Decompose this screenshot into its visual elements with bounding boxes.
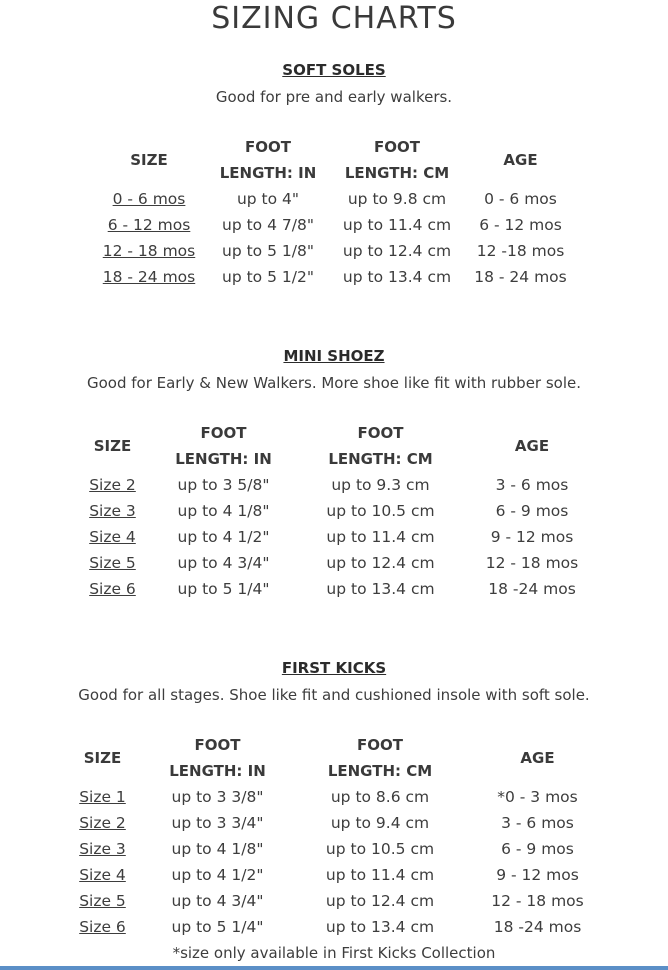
foot-length-in: up to 5 1/4" (177, 580, 270, 598)
header-age: AGE (520, 749, 555, 767)
foot-length-in: up to 5 1/4" (171, 918, 264, 936)
foot-length-cm: up to 12.4 cm (342, 242, 452, 260)
header-length-cm: LENGTH: CM (327, 762, 433, 780)
age-range: 3 - 6 mos (501, 814, 574, 832)
size-link[interactable]: Size 6 (79, 918, 126, 936)
age-range: 0 - 6 mos (484, 190, 557, 208)
size-link[interactable]: Size 5 (79, 892, 126, 910)
table-row (65, 862, 610, 888)
header-foot-cm: FOOT (357, 424, 404, 442)
foot-length-cm: up to 13.4 cm (342, 268, 452, 286)
age-range: 9 - 12 mos (490, 528, 574, 546)
size-link[interactable]: Size 3 (89, 502, 136, 520)
age-range: 12 - 18 mos (491, 892, 584, 910)
foot-length-in: up to 4 3/4" (177, 554, 270, 572)
header-length-in: LENGTH: IN (169, 762, 266, 780)
section-title: MINI SHOEZ (283, 347, 385, 365)
foot-length-in: up to 3 3/8" (171, 788, 264, 806)
table-row (65, 810, 610, 836)
table-row (75, 524, 600, 550)
header-age: AGE (514, 437, 550, 455)
size-link[interactable]: Size 4 (89, 528, 136, 546)
foot-length-cm: up to 12.4 cm (326, 554, 435, 572)
foot-length-cm: up to 8.6 cm (330, 788, 430, 806)
age-range: 6 - 12 mos (479, 216, 562, 234)
size-link[interactable]: 18 - 24 mos (102, 268, 196, 286)
header-size: SIZE (93, 437, 132, 455)
foot-length-in: up to 3 3/4" (171, 814, 264, 832)
age-range: 6 - 9 mos (501, 840, 574, 858)
table-row (65, 784, 610, 810)
header-foot-cm: FOOT (374, 138, 420, 156)
foot-length-cm: up to 13.4 cm (325, 918, 435, 936)
size-link[interactable]: 0 - 6 mos (112, 190, 186, 208)
size-link[interactable]: Size 4 (79, 866, 126, 884)
table-row (65, 888, 610, 914)
table-row (100, 212, 585, 238)
table-row (100, 186, 585, 212)
table-row (100, 238, 585, 264)
foot-length-in: up to 4 1/2" (171, 866, 264, 884)
age-range: 18 - 24 mos (474, 268, 567, 286)
header-length-cm: LENGTH: CM (344, 164, 450, 182)
foot-length-cm: up to 11.4 cm (342, 216, 452, 234)
age-range: 18 -24 mos (493, 918, 582, 936)
first-kicks-table (65, 732, 610, 940)
section-subtitle: Good for pre and early walkers. (215, 88, 453, 106)
size-link[interactable]: Size 1 (79, 788, 126, 806)
header-foot-cm: FOOT (357, 736, 403, 754)
age-range: 3 - 6 mos (495, 476, 569, 494)
header-foot-in: FOOT (194, 736, 241, 754)
size-link[interactable]: Size 6 (89, 580, 136, 598)
foot-length-in: up to 5 1/2" (222, 268, 314, 286)
header-foot-in: FOOT (200, 424, 247, 442)
header-length-cm: LENGTH: CM (328, 450, 433, 468)
age-range: 12 - 18 mos (485, 554, 579, 572)
size-link[interactable]: Size 5 (89, 554, 136, 572)
foot-length-in: up to 4 1/8" (177, 502, 270, 520)
size-link[interactable]: Size 2 (79, 814, 126, 832)
foot-length-cm: up to 13.4 cm (326, 580, 435, 598)
table-row (75, 498, 600, 524)
section-subtitle: Good for Early & New Walkers. More shoe like fit with rubber sole. (86, 374, 582, 392)
foot-length-cm: up to 11.4 cm (325, 866, 435, 884)
foot-length-cm: up to 10.5 cm (326, 502, 435, 520)
table-row (65, 836, 610, 862)
header-foot-in: FOOT (245, 138, 291, 156)
table-row (75, 472, 600, 498)
size-link[interactable]: Size 2 (89, 476, 136, 494)
foot-length-in: up to 5 1/8" (222, 242, 314, 260)
age-range: 18 -24 mos (488, 580, 576, 598)
size-link[interactable]: Size 3 (79, 840, 126, 858)
size-link[interactable]: 12 - 18 mos (102, 242, 196, 260)
table-row (65, 914, 610, 940)
foot-length-in: up to 4 1/8" (171, 840, 264, 858)
foot-length-in: up to 4 3/4" (171, 892, 264, 910)
foot-length-cm: up to 9.4 cm (330, 814, 430, 832)
foot-length-in: up to 4 7/8" (222, 216, 314, 234)
foot-length-cm: up to 11.4 cm (326, 528, 435, 546)
header-length-in: LENGTH: IN (219, 164, 317, 182)
section-title: FIRST KICKS (281, 659, 387, 677)
footnote: *size only available in First Kicks Collection (172, 944, 496, 962)
header-length-in: LENGTH: IN (175, 450, 272, 468)
table-row (75, 550, 600, 576)
mini-shoez-table (75, 420, 600, 602)
age-range: *0 - 3 mos (497, 788, 578, 806)
page-title: SIZING CHARTS (211, 1, 457, 36)
foot-length-cm: up to 9.8 cm (347, 190, 447, 208)
foot-length-in: up to 3 5/8" (177, 476, 270, 494)
foot-length-cm: up to 9.3 cm (331, 476, 430, 494)
age-range: 12 -18 mos (476, 242, 565, 260)
header-size: SIZE (83, 749, 122, 767)
foot-length-in: up to 4 1/2" (177, 528, 270, 546)
section-subtitle: Good for all stages. Shoe like fit and cushioned insole with soft sole. (78, 686, 590, 704)
age-range: 9 - 12 mos (496, 866, 579, 884)
foot-length-cm: up to 10.5 cm (325, 840, 435, 858)
table-row (100, 264, 585, 290)
size-link[interactable]: 6 - 12 mos (107, 216, 191, 234)
table-row (75, 576, 600, 602)
section-title: SOFT SOLES (282, 61, 386, 79)
foot-length-cm: up to 12.4 cm (325, 892, 435, 910)
soft-soles-table (100, 134, 585, 290)
bottom-divider (0, 966, 668, 970)
header-size: SIZE (130, 151, 168, 169)
age-range: 6 - 9 mos (495, 502, 569, 520)
header-age: AGE (503, 151, 538, 169)
foot-length-in: up to 4" (236, 190, 300, 208)
